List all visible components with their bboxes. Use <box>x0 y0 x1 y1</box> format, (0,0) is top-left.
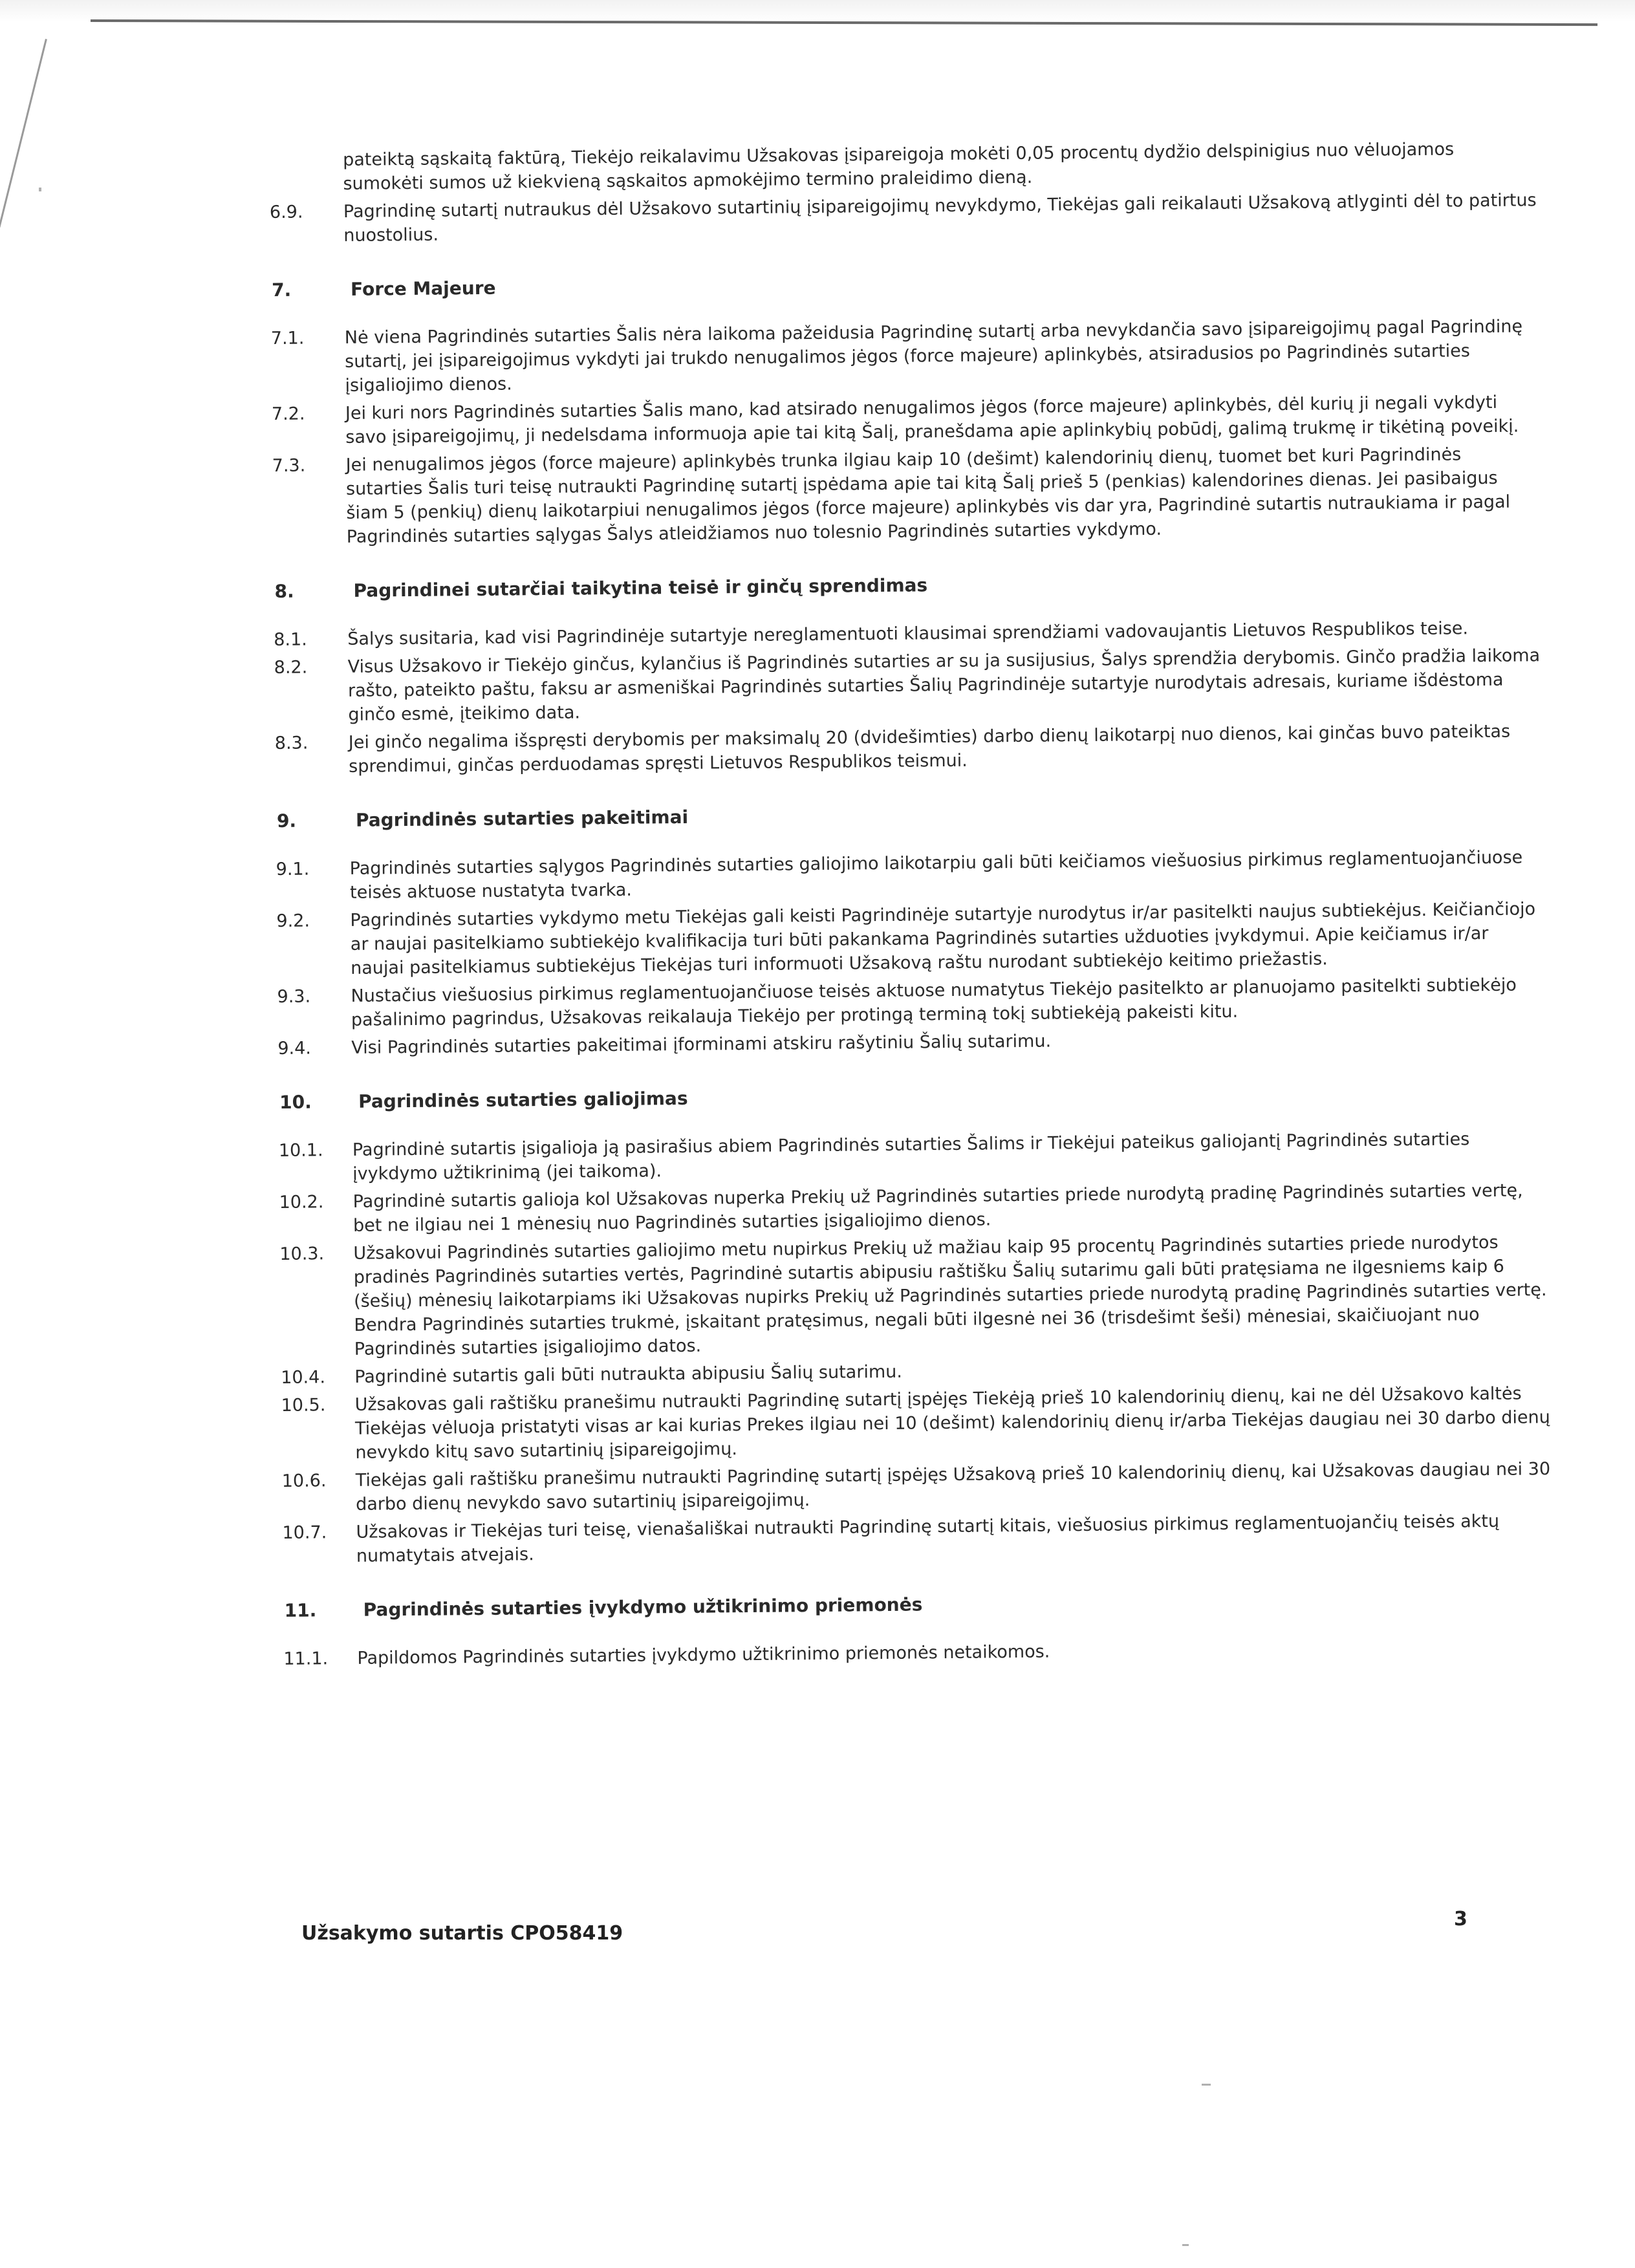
clause-text: Visus Užsakovo ir Tiekėjo ginčus, kylančius iš Pagrindinės sutarties ar su ja susijusius, Šalys sprendžia derybomis. Ginčo pradžia laikoma rašto, pateikto paštu, faksu ar asmeniškai Pagrindinės sutarties Šalių Pagrindinėje sutartyje nurodytais adresais, kuriame išdėstoma ginčo esmė, įteikimo data. <box>347 645 1541 725</box>
clause-text: Pagrindinę sutartį nutraukus dėl Užsakovo sutartinių įsipareigojimų nevykdymo, Tiekėjas gali reikalauti Užsakovą atlyginti dėl to patirtus nuostolius. <box>343 190 1537 246</box>
clause-text: Šalys susitaria, kad visi Pagrindinėje sutartyje nereglamentuoti klausimai sprendžiami vadovaujantis Lietuvos Respublikos teise. <box>347 618 1469 649</box>
section-title: Force Majeure <box>350 277 496 300</box>
clause-text: Jei nenugalimos jėgos (force majeure) aplinkybės trunka ilgiau kaip 10 (dešimt) kalendorinių dienų, tuomet bet kuri Pagrindinės sutarties Šalis turi teisę nutraukti Pagrindinę sutartį įspėdama apie tai kitą Šalį prieš 5 (penkias) kalendorines dienas. Jei pasibaigus šiam 5 (penkių) dienų laikotarpiui nenugalimos jėgos (force majeure) aplinkybės vis dar yra, Pagrindinė sutartis nutraukiama ir pagal Pagrindinės sutarties sąlygas Šalys atleidžiamos nuo tolesnio Pagrindinės sutarties vykdymo. <box>345 444 1511 547</box>
clause-number: 7.3. <box>272 455 306 477</box>
clause-number: 10.4. <box>281 1367 326 1388</box>
section-heading-9 <box>278 797 1546 833</box>
clause-text: Užsakovas ir Tiekėjas turi teisę, vienašališkai nutraukti Pagrindinę sutartį kitais, viešuosius pirkimus reglamentuojančių teisės aktų numatytais atvejais. <box>356 1511 1500 1566</box>
scan-speck <box>1202 2084 1211 2086</box>
section-title: Pagrindinės sutarties pakeitimai <box>355 806 689 831</box>
clause-10-1 <box>278 1127 1550 1187</box>
clause-number: 8.2. <box>274 657 308 678</box>
footer-contract-title: Užsakymo sutartis CPO58419 <box>301 1922 623 1945</box>
clause-number: 10.2. <box>279 1192 324 1213</box>
clause-text: Jei kuri nors Pagrindinės sutarties Šalis mano, kad atsirado nenugalimos jėgos (force majeure) aplinkybės, dėl kurių ji negali vykdyti savo įsipareigojimų, ji nedelsdama informuoja apie tai kitą Šalį, pranešdama apie aplinkybių pobūdį, galimą trukmę ir tikėtiną poveikį. <box>345 392 1519 448</box>
section-title: Pagrindinės sutarties galiojimas <box>358 1087 688 1112</box>
clause-number: 10.3. <box>279 1244 325 1264</box>
clause-text: Tiekėjas gali raštišku pranešimu nutraukti Pagrindinę sutartį įspėjęs Užsakovą prieš 10 kalendorinių dienų, kai Užsakovas daugiau nei 30 darbo dienų nevykdo savo sutartinių įsipareigojimų. <box>355 1459 1551 1515</box>
clause-8-3 <box>274 719 1546 779</box>
intro-line-2: sumokėti sumos už kiekvieną sąskaitos apmokėjimo termino praleidimo dieną. <box>343 167 1033 194</box>
clause-text: Pagrindinė sutartis galioja kol Užsakovas nuperka Prekių už Pagrindinės sutarties priede nurodytą pradinę Pagrindinės sutarties vertę, bet ne ilgiau nei 1 mėnesių nuo Pagrindinės sutarties įsigaliojimo dienos. <box>352 1180 1523 1236</box>
clause-number: 10.7. <box>282 1522 327 1543</box>
clause-number: 11.1. <box>283 1648 329 1669</box>
clause-number: 8.3. <box>274 733 309 753</box>
clause-6-9 <box>269 188 1541 248</box>
clause-text: Nė viena Pagrindinės sutarties Šalis nėra laikoma pažeidusia Pagrindinę sutartį arba nevykdančia savo įsipareigojimų pagal Pagrindinę sutartį, jei įsipareigojimus vykdyti jai trukdo nenugalimos jėgos (force majeure) aplinkybės, atsiradusios po Pagrindinės sutarties įsigaliojimo dienos. <box>344 316 1523 396</box>
clause-text: Pagrindinė sutartis įsigalioja ją pasirašius abiem Pagrindinės sutarties Šalims ir Tiekėjui pateikus galiojantį Pagrindinės sutarties įvykdymo užtikrinimą (jei taikoma). <box>352 1129 1470 1184</box>
section-title: Pagrindinės sutarties įvykdymo užtikrinimo priemonės <box>363 1593 923 1621</box>
clause-text: Visi Pagrindinės sutarties pakeitimai įforminami atskiru rašytiniu Šalių sutarimu. <box>351 1031 1052 1058</box>
clause-10-5 <box>283 1381 1552 1465</box>
section-number: 8. <box>274 580 294 602</box>
clause-10-3 <box>279 1230 1551 1362</box>
clause-number: 10.1. <box>278 1140 323 1161</box>
clause-text: Jei ginčo negalima išspręsti derybomis per maksimalų 20 (dvidešimties) darbo dienų laikotarpį nuo dienos, kai ginčas buvo pateiktas sprendimui, ginčas perduodamas spręsti Lietuvos Respublikos teismui. <box>348 721 1511 777</box>
clause-number: 10.6. <box>281 1471 327 1491</box>
clause-text: Užsakovas gali raštišku pranešimu nutraukti Pagrindinę sutartį įspėjęs Tiekėją prieš 10 kalendorinių dienų, kai ne dėl Užsakovo kaltės Tiekėjas vėluoja pristatyti visas ar kai kurias Prekes ilgiau nei 10 (dešimt) kalendorinių dienų ir/arba Tiekėjas daugiau nei 30 darbo dienų nevykdo kitų savo sutartinių įsipareigojimų. <box>354 1383 1550 1463</box>
clause-number: 9.3. <box>277 986 311 1007</box>
clause-7-3 <box>272 442 1543 550</box>
section-heading-10 <box>281 1078 1548 1114</box>
clause-9-2 <box>276 897 1547 981</box>
clause-number: 9.2. <box>276 911 310 931</box>
clause-number: 9.1. <box>276 859 310 880</box>
clause-text: Pagrindinės sutarties sąlygos Pagrindinės sutarties galiojimo laikotarpiu gali būti keičiamos viešuosius pirkimus reglamentuojančiuose teisės aktuose nustatyta tvarka. <box>349 847 1523 903</box>
clause-text: Papildomos Pagrindinės sutarties įvykdymo užtikrinimo priemonės netaikomos. <box>357 1641 1050 1669</box>
clause-7-1 <box>270 314 1542 398</box>
clause-text: Užsakovui Pagrindinės sutarties galiojimo metu nupirkus Prekių už mažiau kaip 95 procentų Pagrindinės sutarties priede nurodytos pradinės Pagrindinės sutarties vertės, Pagrindinė sutartis abipusiu raštišku Šalių sutarimu gali būti pratęsiama ne ilgesniems kaip 6 (šešių) mėnesių laikotarpiams iki Užsakovas nupirks Prekių už Pagrindinės sutarties priede nurodytą pradinę Pagrindinės sutarties vertę. Bendra Pagrindinės sutarties trukmė, įskaitant pratęsimus, negali būti ilgesnė nei 36 (trisdešimt šeši) mėnesiai, skaičiuojant nuo Pagrindinės sutarties įsigaliojimo datos. <box>353 1232 1547 1359</box>
page-number: 3 <box>1454 1908 1467 1930</box>
section-number: 9. <box>276 810 297 832</box>
clause-number: 8.1. <box>274 629 307 651</box>
section-number: 11. <box>284 1599 317 1621</box>
clause-number: 10.5. <box>281 1395 326 1416</box>
intro-paragraph <box>272 136 1540 197</box>
clause-10-7 <box>282 1509 1553 1569</box>
intro-line-1: pateiktą sąskaitą faktūrą, Tiekėjo reikalavimu Užsakovas įsipareigoja mokėti 0,05 procentų dydžio delspinigius nuo vėluojamos <box>343 139 1455 170</box>
clause-9-3 <box>279 973 1548 1033</box>
clause-10-6 <box>281 1457 1553 1517</box>
clause-text: Pagrindinės sutarties vykdymo metu Tiekėjas gali keisti Pagrindinėje sutartyje nurodytus ir/ar pasitelkti naujus subtiekėjus. Keičiančiojo ar naujai pasitelkiamo subtiekėjo kvalifikacija turi būti pakankama Pagrindinės sutarties užduoties įvykdymui. Apie keičiamus ir/ar naujai pasitelkiamus subtiekėjus Tiekėjas turi informuoti Užsakovą raštu nurodant subtiekėjo keitimo priežastis. <box>350 899 1536 978</box>
scan-left-edge <box>0 39 47 228</box>
scan-edge-shade <box>0 0 1635 22</box>
section-title: Pagrindinei sutarčiai taikytina teisė ir ginčų sprendimas <box>353 574 928 601</box>
clause-8-2 <box>274 643 1545 728</box>
clause-7-2 <box>271 390 1543 450</box>
section-heading-11 <box>286 1586 1554 1623</box>
clause-number: 7.1. <box>270 328 305 349</box>
section-heading-8 <box>276 567 1543 603</box>
document-body <box>269 136 1554 1675</box>
scan-speck <box>1182 2244 1189 2246</box>
section-heading-7 <box>273 266 1541 302</box>
clause-10-2 <box>281 1178 1550 1238</box>
clause-number: 6.9. <box>269 202 303 223</box>
clause-text: Pagrindinė sutartis gali būti nutraukta abipusiu Šalių sutarimu. <box>354 1361 903 1387</box>
section-number: 7. <box>271 279 292 301</box>
clause-number: 7.2. <box>271 404 305 425</box>
section-number: 10. <box>279 1091 312 1113</box>
clause-9-1 <box>276 845 1547 905</box>
scan-speck <box>39 188 41 191</box>
clause-number: 9.4. <box>277 1038 312 1059</box>
clause-11-1 <box>283 1635 1554 1671</box>
clause-text: Nustačius viešuosius pirkimus reglamentuojančiuose teisės aktuose numatytus Tiekėjo pasitelkto ar planuojamo pasitelkti subtiekėjo pašalinimo pagrindus, Užsakovas reikalauja Tiekėjo per protingą terminą tokį subtiekėją pakeisti kitu. <box>351 975 1517 1030</box>
